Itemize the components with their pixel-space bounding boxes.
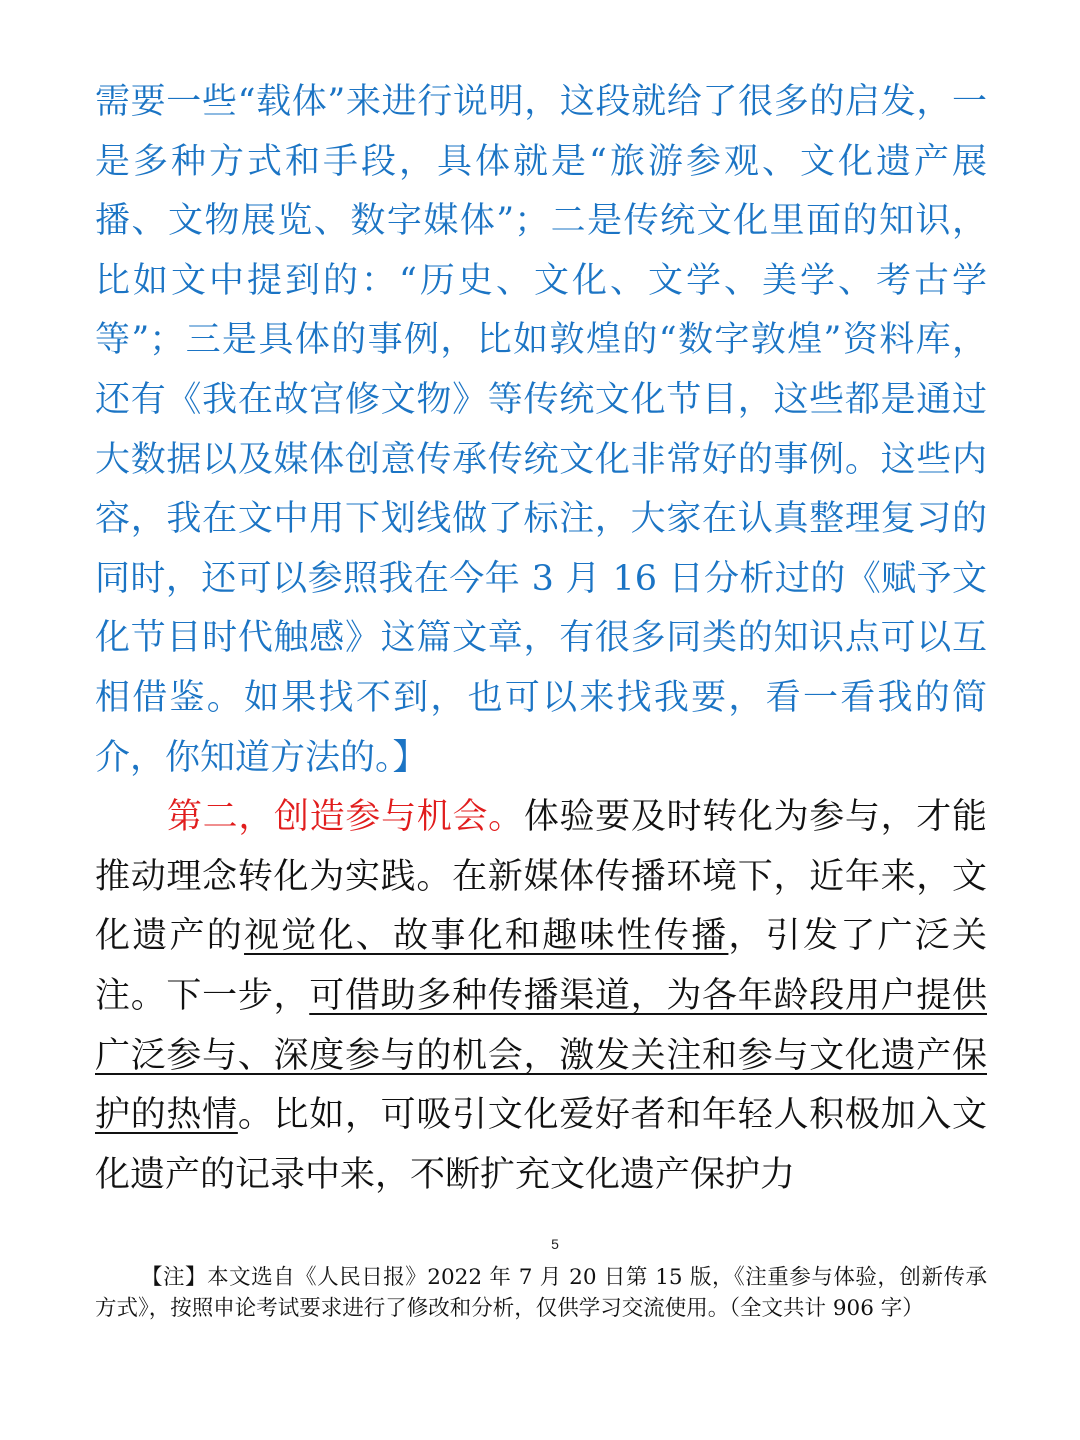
paragraph-text-1: 体验要及时转化为参与，才能推动理念转化为实践。在新媒体传播环境下，近年来，文化遗产的 [95, 797, 987, 957]
article-body [95, 73, 987, 1205]
underlined-phrase-1: 视觉化、故事化和趣味性传播 [244, 916, 729, 957]
second-point-paragraph [95, 788, 987, 1205]
underlined-phrase-2: 可借助多种传播渠道，为各年龄段用户提供广泛参与、深度参与的机会，激发关注和参与文化遗产保护的热情 [95, 975, 987, 1136]
page-number: 5 [551, 1236, 559, 1252]
paragraph-text-3: 。比如，可吸引文化爱好者和年轻人积极加入文化遗产的记录中来，不断扩充文化遗产保护力 [95, 1095, 987, 1195]
footnote: 【注】本文选自《人民日报》2022 年 7 月 20 日第 15 版，《注重参与体验，创新传承方式》，按照申论考试要求进行了修改和分析，仅供学习交流使用。（全文共计 906 字） [95, 1265, 987, 1321]
analysis-paragraph: 需要一些“载体”来进行说明，这段就给了很多的启发，一是多种方式和手段，具体就是“旅游参观、文化遗产展播、文物展览、数字媒体”；二是传统文化里面的知识，比如文中提到的：“历史、文化、文学、美学、考古学等”；三是具体的事例，比如敦煌的“数字敦煌”资料库，还有《我在故宫修文物》等传统文化节目，这些都是通过大数据以及媒体创意传承传统文化非常好的事例。这些内容，我在文中用下划线做了标注，大家在认真整理复习的同时，还可以参照我在今年 3 月 16 日分析过的《赋予文化节目时代触感》这篇文章，有很多同类的知识点可以互相借鉴。如果找不到，也可以来找我要，看一看我的简介，你知道方法的。】 [95, 82, 987, 778]
second-point-heading: 第二，创造参与机会。 [167, 797, 524, 838]
paragraph-text-2: ，引发了广泛关注。下一步， [95, 916, 987, 1016]
